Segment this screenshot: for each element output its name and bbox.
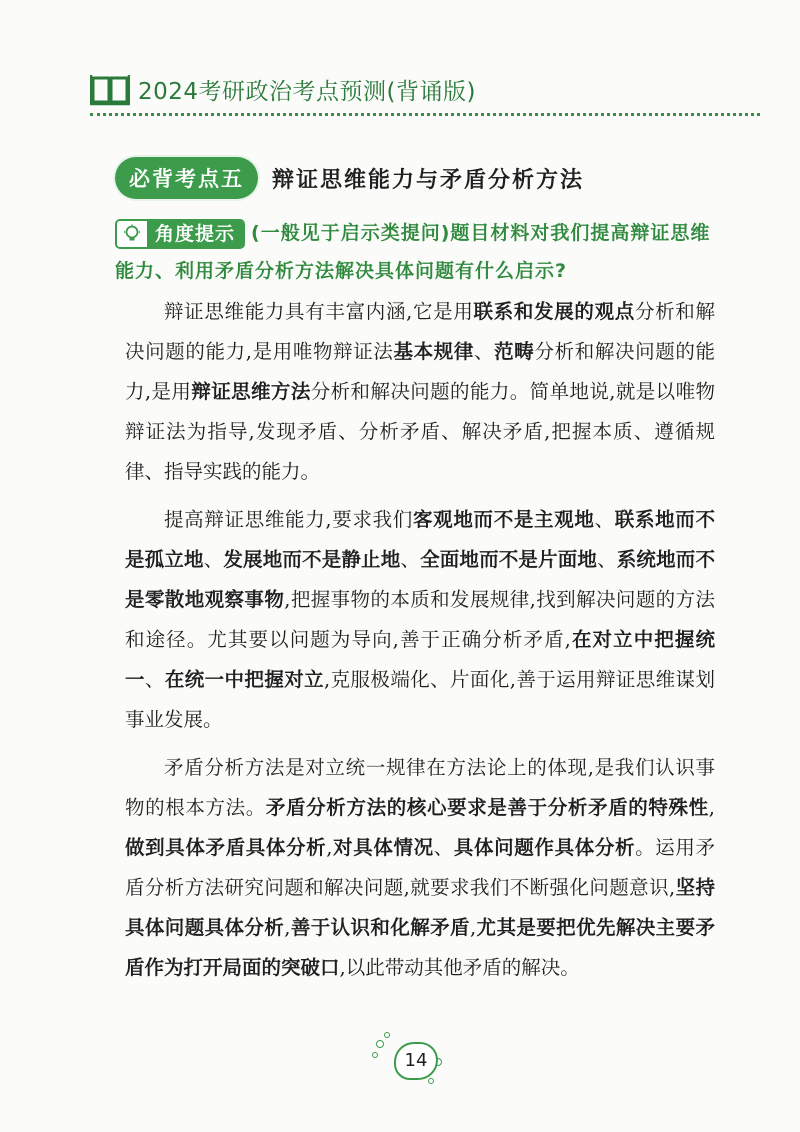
body-text-run: 分析和解决问题的能力。简单地说,就是以唯物辩证法为指导,发现矛盾、分析矛盾、解决矛盾,把握本质、遵循规律、指导实践的能力。 <box>125 380 715 483</box>
book-title: 2024考研政治考点预测(背诵版) <box>138 78 476 105</box>
body-text-run: 、 <box>203 548 224 571</box>
body-text <box>125 292 715 996</box>
emphasized-text: 全面地而不是片面地 <box>420 548 598 571</box>
body-text-run: 、 <box>594 508 615 531</box>
section-heading <box>115 157 584 199</box>
emphasized-text: 联系地而不是孤立地 <box>125 508 715 571</box>
hint-tag <box>115 219 245 249</box>
hint-text: (一般见于启示类提问)题目材料对我们提高辩证思维能力、利用矛盾分析方法解决具体问题有什么启示? <box>115 222 711 282</box>
emphasized-text: 基本规律 <box>393 340 475 363</box>
body-text-run: 、 <box>597 548 617 571</box>
paragraph <box>125 500 715 740</box>
emphasized-text: 客观地而不是主观地 <box>413 508 595 531</box>
body-text-run: , <box>326 836 333 859</box>
body-text-run: ,以此带动其他矛盾的解决。 <box>339 956 580 979</box>
paragraph <box>125 292 715 492</box>
body-text-run: ,把握事物的本质和发展规律,找到解决问题的方法和途径。尤其要以问题为导向,善于正确分析矛盾, <box>125 588 715 651</box>
body-text-run: 辩证思维能力具有丰富内涵,它是用 <box>164 300 474 323</box>
section-badge: 必背考点五 <box>115 157 258 199</box>
section-title: 辩证思维能力与矛盾分析方法 <box>272 167 585 193</box>
emphasized-text: 辩证思维方法 <box>191 380 311 403</box>
emphasized-text: 具体问题作具体分析 <box>453 836 636 859</box>
body-text-run: 、 <box>474 340 495 363</box>
emphasized-text: 尤其是要把优先解决主要矛盾作为打开局面的突破口 <box>125 916 715 979</box>
emphasized-text: 发展地而不是静止地 <box>223 548 401 571</box>
running-header <box>90 72 476 106</box>
emphasized-text: 坚持具体问题具体分析 <box>125 876 715 939</box>
body-text-run: , <box>708 796 715 819</box>
emphasized-text: 系统地而不是零散地观察事物 <box>125 548 715 611</box>
body-text-run: 、 <box>433 836 454 859</box>
paragraph <box>125 748 715 988</box>
body-text-run: 。运用矛盾分析方法研究问题和解决问题,就要求我们不断强化问题意识, <box>125 836 715 899</box>
emphasized-text: 在统一中把握对立 <box>164 668 325 691</box>
emphasized-text: 做到具体矛盾具体分析 <box>125 836 327 859</box>
body-text-run: 分析和解决问题的能力,是用唯物辩证法 <box>125 300 715 363</box>
emphasized-text: 联系和发展的观点 <box>473 300 635 323</box>
body-text-run: 、 <box>144 668 165 691</box>
lightbulb-icon <box>117 221 147 247</box>
emphasized-text: 范畴 <box>494 340 535 363</box>
angle-hint <box>115 214 715 290</box>
body-text-run: ,克服极端化、片面化,善于运用辩证思维谋划事业发展。 <box>125 668 715 731</box>
emphasized-text: 矛盾分析方法的核心要求是善于分析矛盾的特殊性 <box>265 796 709 819</box>
body-text-run: 、 <box>400 548 421 571</box>
body-text-run: , <box>284 916 291 939</box>
emphasized-text: 善于认识和化解矛盾 <box>290 916 470 939</box>
emphasized-text: 对具体情况 <box>332 836 434 859</box>
page-number: 14 <box>394 1042 438 1080</box>
body-text-run: , <box>469 916 477 939</box>
header-divider <box>90 113 760 116</box>
open-book-icon <box>90 72 130 106</box>
body-text-run: 分析和解决问题的能力,是用 <box>125 340 715 403</box>
hint-tag-label: 角度提示 <box>147 221 243 247</box>
body-text-run: 矛盾分析方法是对立统一规律在方法论上的体现,是我们认识事物的根本方法。 <box>125 756 715 819</box>
emphasized-text: 在对立中把握统一 <box>125 628 715 691</box>
page-number-badge <box>372 1030 442 1090</box>
body-text-run: 提高辩证思维能力,要求我们 <box>164 508 413 531</box>
